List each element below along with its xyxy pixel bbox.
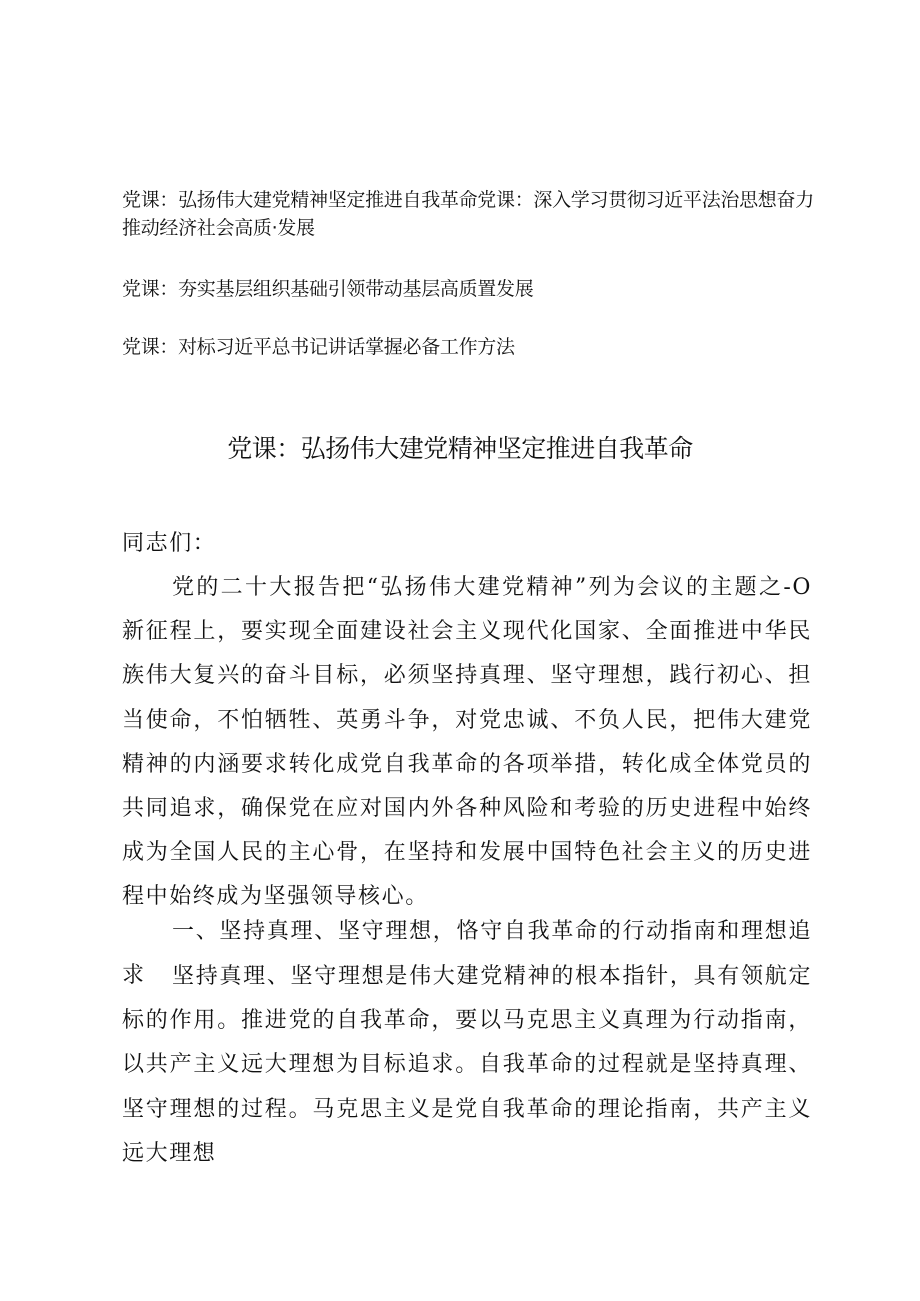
body-paragraph: 党的二十大报告把“弘扬伟大建党精神”列为会议的主题之-O新征程上，要实现全面建设社会主义现代化国家、全面推进中华民族伟大复兴的奋斗目标，必须坚持真理、坚守理想，践行初心、担当使命，不怕牺牲、英勇斗争，对党忠诚、不负人民，把伟大建党精神的内涵要求转化成党自我革命的各项举措，转化成全体党员的共同追求，确保党在应对国内外各种风险和考验的历史进程中始终成为全国人民的主心骨，在坚持和发展中国特色社会主义的历史进程中始终成为坚强领导核心。 [122,575,812,910]
body-paragraph: 坚持真理、坚守理想是伟大建党精神的根本指针，具有领航定标的作用。推进党的自我革命，要以马克思主义真理为行动指南，以共产主义远大理想为目标追求。自我革命的过程就是坚持真理、坚守理想的过程。马克思主义是党自我革命的理论指南，共产主义远大理想 [122,964,812,1166]
toc-item: 党课：弘扬伟大建党精神坚定推进自我革命党课：深入学习贯彻习近平法治思想奋力推动经济社会高质·发展 [122,189,814,239]
toc-item: 党课：夯实基层组织基础引领带动基层高质置发展 [122,278,534,300]
section-heading: 一、坚持真理、坚守理想，恪守自我革命的行动指南和理想追求 [122,919,812,989]
toc-item: 党课：对标习近平总书记讲话掌握必备工作方法 [122,336,515,358]
salutation: 同志们： [122,531,217,556]
document-title: 党课：弘扬伟大建党精神坚定推进自我革命 [227,434,693,463]
